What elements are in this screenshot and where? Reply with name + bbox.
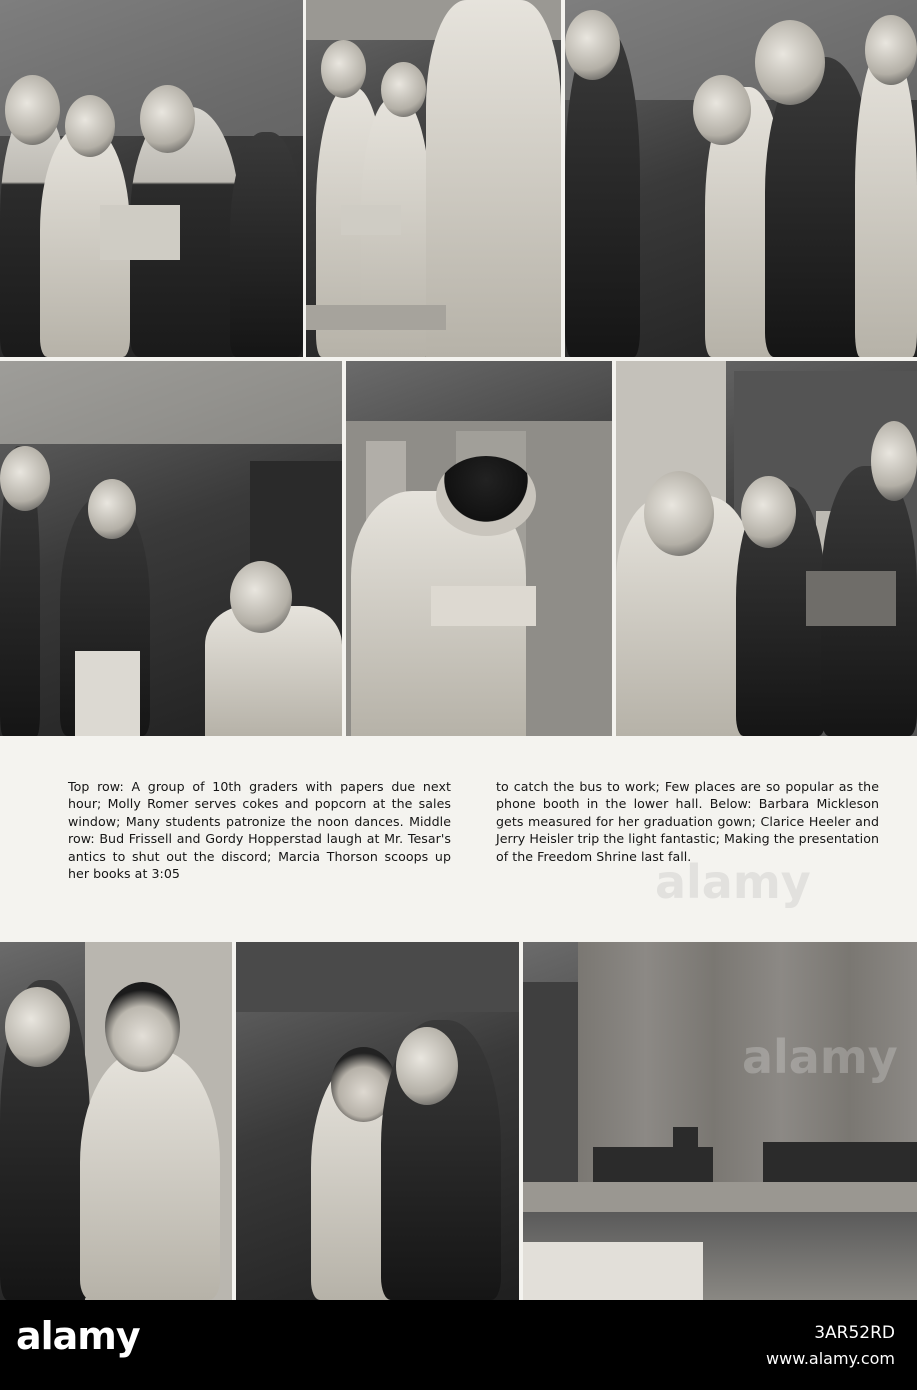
photo-light-fantastic-dance xyxy=(236,942,519,1300)
photo-graduation-gown-measuring xyxy=(0,942,232,1300)
stock-image-id: 3AR52RD xyxy=(814,1323,895,1343)
photo-sales-window xyxy=(306,0,561,357)
stock-url: www.alamy.com xyxy=(766,1349,895,1368)
photo-tesar-antics xyxy=(0,361,342,736)
watermark-right: alamy xyxy=(742,1030,898,1084)
caption-left-column: Top row: A group of 10th graders with papers due next hour; Molly Romer serves cokes and popcorn at the sales window; Many students patronize the noon dances. Middle row: Bud Frissell and Gordy Hopperstad laugh at Mr. Tesar's antics to shut out the discord; Marcia Thorson scoops up her books at 3:05 xyxy=(68,779,451,882)
caption-right-column: to catch the bus to work; Few places are so popular as the phone booth in the lower hall. Below: Barbara Mickleson gets measured for her graduation gown; Clarice Heeler and Jerry Heisler trip the light fantastic; Making the presentation of the Freedom Shrine last fall. xyxy=(496,779,879,864)
stock-image-info xyxy=(766,1320,895,1372)
photo-tenth-graders-papers xyxy=(0,0,303,357)
stock-logo: alamy xyxy=(16,1314,140,1358)
photo-marcia-books xyxy=(346,361,612,736)
photo-noon-dance xyxy=(565,0,917,357)
stock-footer-bar xyxy=(0,1300,917,1390)
photo-freedom-shrine-presentation xyxy=(523,942,917,1300)
photo-phone-booth xyxy=(616,361,917,736)
watermark-center: alamy xyxy=(655,855,811,909)
